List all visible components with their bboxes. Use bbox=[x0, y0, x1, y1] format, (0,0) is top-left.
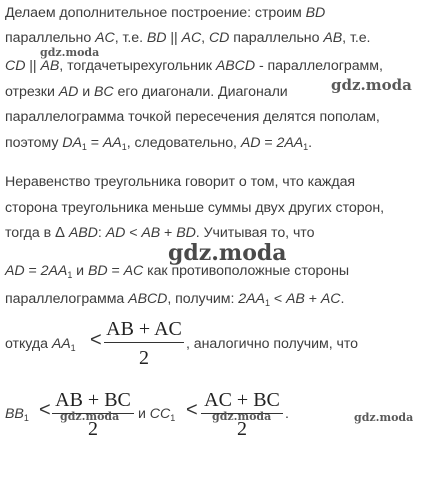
var: AC bbox=[181, 30, 202, 46]
subscript: 1 bbox=[23, 413, 29, 423]
p1-line-6 bbox=[5, 134, 312, 153]
watermark: gdz.moda bbox=[354, 411, 414, 424]
text: и bbox=[78, 84, 95, 100]
var: AC bbox=[95, 30, 115, 46]
var: 2AA bbox=[238, 291, 265, 307]
text: сторона треугольника меньше суммы двух других сторон, bbox=[5, 200, 385, 216]
var: CD bbox=[5, 58, 26, 74]
fraction-numerator: AC + BC bbox=[204, 389, 280, 411]
watermark: gdz.moda bbox=[168, 240, 287, 266]
less-than-symbol: < bbox=[186, 399, 198, 421]
text: поэтому bbox=[5, 135, 63, 151]
text: Делаем дополнительное построение: строим bbox=[5, 5, 306, 21]
var: AD bbox=[240, 135, 261, 151]
triangle-symbol: Δ bbox=[54, 224, 65, 241]
fraction-bar bbox=[104, 342, 184, 343]
watermark: gdz.moda bbox=[40, 46, 100, 59]
var: CD bbox=[208, 30, 230, 46]
var: AD bbox=[5, 263, 25, 279]
text: параллельно bbox=[229, 30, 324, 46]
var: AB bbox=[141, 225, 161, 241]
fraction-denominator: 2 bbox=[139, 347, 149, 369]
p2-line-6-right bbox=[186, 335, 358, 353]
var: AD bbox=[58, 84, 79, 100]
text: параллельно bbox=[5, 30, 96, 46]
text: параллелограмма точкой пересечения делятся пополам, bbox=[5, 109, 380, 125]
text: откуда bbox=[5, 336, 52, 352]
text: = bbox=[260, 135, 277, 151]
fraction-denominator: 2 bbox=[237, 418, 247, 440]
subscript: 1 bbox=[70, 343, 76, 353]
var: ABD bbox=[68, 225, 98, 241]
var: ABCD bbox=[128, 291, 168, 307]
p1-line-5 bbox=[5, 108, 380, 126]
text: Неравенство треугольника говорит о том, что каждая bbox=[5, 174, 356, 190]
text: , аналогично получим, что bbox=[186, 336, 358, 352]
subscript: 1 bbox=[81, 142, 87, 152]
var: BD bbox=[87, 263, 108, 279]
fraction-denominator: 2 bbox=[88, 418, 98, 440]
text: , получим: bbox=[167, 291, 239, 307]
text: - параллелограмм, bbox=[255, 58, 383, 74]
watermark: gdz.moda bbox=[212, 410, 272, 423]
text: . Учитывая то, что bbox=[195, 225, 315, 241]
var: AB bbox=[323, 30, 343, 46]
subscript: 1 bbox=[67, 270, 73, 280]
text: . bbox=[308, 135, 313, 151]
text: как противоположные стороны bbox=[143, 263, 350, 279]
text: его диагонали. Диагонали bbox=[113, 84, 288, 100]
text: , следовательно, bbox=[126, 135, 241, 151]
var: 2AA bbox=[40, 263, 68, 279]
text: тогда в bbox=[5, 225, 55, 241]
var: CC bbox=[149, 406, 171, 422]
var: DA bbox=[62, 135, 82, 151]
subscript: 1 bbox=[264, 298, 270, 308]
p1-line-4 bbox=[5, 83, 288, 101]
less-than-symbol: < bbox=[269, 291, 286, 307]
text: отрезки bbox=[5, 84, 59, 100]
watermark: gdz.moda bbox=[60, 410, 120, 423]
subscript: 1 bbox=[170, 413, 176, 423]
p2-line-6-left bbox=[5, 335, 76, 354]
var: AA bbox=[51, 336, 71, 352]
last-line-period bbox=[285, 405, 289, 423]
var: BD bbox=[305, 5, 326, 21]
p2-line-5 bbox=[5, 290, 344, 309]
less-than-symbol: < bbox=[39, 399, 51, 421]
p1-line-2 bbox=[5, 29, 370, 47]
var: AA bbox=[102, 135, 122, 151]
var: ABCD bbox=[215, 58, 256, 74]
last-line-cc bbox=[138, 405, 175, 424]
text: : bbox=[97, 225, 106, 241]
var: AB bbox=[285, 291, 305, 307]
text: , тогдачетырехугольник bbox=[59, 58, 216, 74]
parallel-symbol: || bbox=[166, 30, 182, 46]
text: параллелограмма bbox=[5, 291, 129, 307]
text: = bbox=[24, 263, 41, 279]
text: = bbox=[107, 263, 124, 279]
text: и bbox=[138, 406, 150, 422]
text: = bbox=[86, 135, 103, 151]
p1-line-3 bbox=[5, 57, 383, 75]
var: 2AA bbox=[276, 135, 304, 151]
text: , т.е. bbox=[342, 30, 371, 46]
fraction-numerator: AB + BC bbox=[55, 389, 131, 411]
last-line-bb bbox=[5, 405, 29, 424]
fraction-numerator: AB + AC bbox=[106, 318, 182, 340]
parallel-symbol: || bbox=[25, 58, 41, 74]
p2-line-1 bbox=[5, 173, 355, 191]
var: AB bbox=[40, 58, 60, 74]
fraction-ab-ac bbox=[104, 318, 184, 369]
var: AC bbox=[320, 291, 341, 307]
var: BD bbox=[146, 30, 167, 46]
less-than-symbol: < bbox=[90, 329, 102, 351]
subscript: 1 bbox=[121, 142, 127, 152]
subscript: 1 bbox=[303, 142, 309, 152]
p2-line-2 bbox=[5, 199, 384, 217]
var: AC bbox=[123, 263, 144, 279]
var: BC bbox=[94, 84, 114, 100]
watermark: gdz.moda bbox=[331, 76, 412, 94]
text: , т.е. bbox=[114, 30, 147, 46]
text: . bbox=[285, 406, 289, 422]
var: AD bbox=[105, 225, 126, 241]
text: и bbox=[72, 263, 88, 279]
text: . bbox=[340, 291, 345, 307]
text: + bbox=[160, 225, 177, 241]
text: , bbox=[201, 30, 209, 46]
var: BB bbox=[5, 406, 24, 422]
less-than-symbol: < bbox=[125, 225, 142, 241]
var: BD bbox=[176, 225, 196, 241]
text: + bbox=[304, 291, 321, 307]
p1-line-1 bbox=[5, 4, 325, 22]
